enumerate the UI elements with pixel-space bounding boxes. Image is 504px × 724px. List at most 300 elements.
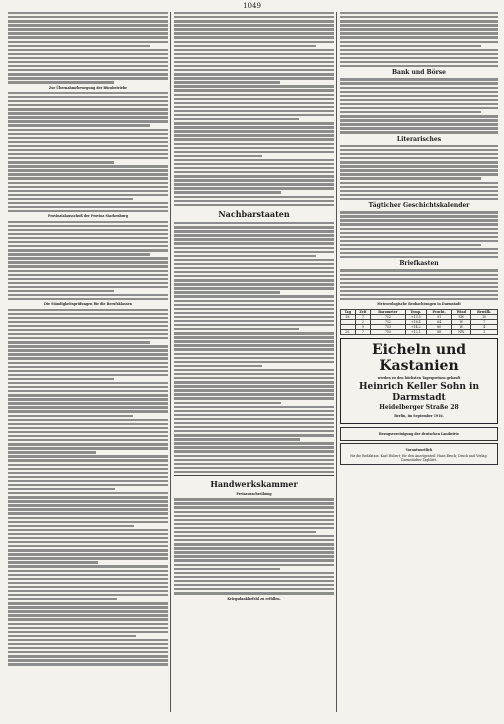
text-line: [174, 20, 334, 22]
text-line: [8, 570, 168, 572]
text-line: [340, 36, 498, 38]
text-line: [174, 287, 334, 289]
text-line: [8, 561, 98, 563]
text-line: [174, 584, 334, 586]
text-line: [8, 349, 168, 351]
text-line: [174, 77, 334, 79]
text-line: [340, 282, 498, 284]
text-line: [8, 329, 168, 331]
text-line: [174, 430, 334, 432]
text-line: [174, 130, 334, 132]
text-line: [8, 488, 115, 490]
text-line: [8, 225, 168, 227]
text-line: [8, 631, 168, 633]
text-line: [174, 94, 334, 96]
text-line: [8, 112, 168, 114]
text-line: [8, 129, 168, 131]
text-line: [8, 96, 168, 98]
text-line: [174, 381, 334, 383]
text-line: [8, 202, 168, 204]
text-line: [174, 263, 334, 265]
text-line: [340, 182, 498, 184]
text-line: [174, 426, 334, 428]
text-line: [8, 496, 168, 498]
text-line: [8, 270, 168, 272]
text-line: [174, 361, 334, 363]
text-line: [174, 191, 281, 193]
text-line: [8, 245, 168, 247]
text-line: [174, 155, 262, 157]
text-line: [174, 81, 280, 83]
text-line: [8, 278, 168, 280]
text-line: [340, 123, 498, 125]
text-line: [8, 378, 114, 380]
text-line: [174, 559, 334, 561]
text-line: [340, 127, 498, 129]
text-line: [174, 422, 334, 424]
text-line: [174, 271, 334, 273]
text-line: [174, 196, 334, 198]
text-line: [8, 137, 168, 139]
text-line: [8, 549, 168, 551]
text-line: [174, 171, 334, 173]
article-headline: Provinzialausschuß der Provinz Starkenburg: [47, 214, 129, 219]
text-line: [174, 340, 334, 342]
text-line: [174, 275, 334, 277]
text-line: [8, 472, 168, 474]
text-line: [8, 153, 168, 155]
text-line: [174, 159, 334, 161]
text-line: [174, 151, 334, 153]
text-line: [340, 115, 498, 117]
text-line: [8, 362, 168, 364]
advertisement: [340, 338, 498, 424]
text-line: [174, 147, 334, 149]
text-line: [8, 476, 168, 478]
table-cell: 4: [471, 324, 498, 329]
text-line: [8, 325, 168, 327]
text-line: [174, 12, 334, 14]
text-line: [174, 397, 334, 399]
text-line: [8, 655, 168, 657]
text-line: [8, 431, 168, 433]
text-line: [8, 663, 168, 665]
section-subheading: Preisausschreibung: [236, 492, 272, 497]
text-line: [8, 439, 168, 441]
text-line: [8, 541, 168, 543]
text-line: [8, 294, 168, 296]
text-line: [174, 41, 334, 43]
text-line: [174, 308, 334, 310]
text-line: [174, 523, 334, 525]
text-line: [8, 253, 150, 255]
text-line: [174, 592, 334, 594]
text-line: [340, 91, 498, 93]
text-line: [8, 313, 168, 315]
text-line: [340, 119, 498, 121]
article-body: [174, 222, 334, 473]
text-line: [8, 508, 168, 510]
text-line: [8, 586, 168, 588]
text-line: [8, 643, 168, 645]
text-line: [8, 468, 168, 470]
text-line: [8, 157, 168, 159]
text-line: [8, 598, 117, 600]
text-line: [174, 353, 334, 355]
text-line: [8, 651, 168, 653]
text-line: [174, 389, 334, 391]
ad-title: Bezugsvereinigung der deutschen Landwirte: [379, 431, 459, 436]
table-cell: +18,4: [405, 319, 426, 324]
ad-address: Heidelberger Straße 28: [379, 403, 459, 411]
text-line: [8, 406, 168, 408]
text-line: [174, 36, 334, 38]
text-line: [8, 464, 168, 466]
text-line: [8, 574, 168, 576]
text-line: [174, 455, 334, 457]
text-line: [174, 32, 334, 34]
text-line: [340, 20, 498, 22]
text-line: [8, 165, 168, 167]
text-line: [340, 82, 498, 84]
text-line: [8, 198, 133, 200]
text-line: [8, 49, 168, 51]
table-cell: 88: [426, 329, 451, 334]
text-line: [8, 618, 168, 620]
text-line: [8, 290, 114, 292]
text-line: [174, 175, 334, 177]
text-line: [174, 106, 334, 108]
text-line: [8, 177, 168, 179]
text-line: [340, 211, 498, 213]
table-cell: +12,1: [405, 329, 426, 334]
text-line: [174, 16, 334, 18]
text-line: [340, 228, 498, 230]
text-line: [8, 120, 168, 122]
text-line: [174, 89, 334, 91]
text-line: [174, 134, 334, 136]
text-line: [174, 406, 334, 408]
text-line: [174, 110, 334, 112]
table-cell: 3: [471, 329, 498, 334]
text-line: [340, 145, 498, 147]
text-line: [174, 357, 334, 359]
text-line: [340, 57, 498, 59]
text-line: [174, 183, 334, 185]
text-line: [174, 555, 334, 557]
text-line: [8, 500, 168, 502]
advertisement: [340, 427, 498, 441]
text-line: [8, 415, 133, 417]
article-body: [8, 309, 168, 666]
imprint-body: für die Redaktion: Karl Hubert; für den Anzeigenteil: Hans Brock; Druck und Verlag: Darmstädter Tagblatt.: [350, 453, 488, 462]
text-line: [174, 98, 334, 100]
text-line: [174, 467, 334, 469]
section-heading: Literarisches: [396, 135, 442, 143]
text-line: [8, 41, 168, 43]
text-line: [340, 99, 498, 101]
text-line: [174, 402, 281, 404]
text-line: [8, 410, 168, 412]
text-line: [174, 502, 334, 504]
text-line: [174, 238, 334, 240]
column-2: [174, 12, 334, 603]
text-line: [8, 635, 136, 637]
text-line: [8, 69, 168, 71]
ad-body: werden zu den höchsten Tagespreisen gekauft: [377, 375, 461, 380]
article-body: [8, 12, 168, 84]
text-line: [340, 103, 498, 105]
text-line: [174, 242, 334, 244]
text-line: [340, 248, 498, 250]
text-line: [340, 53, 498, 55]
text-line: [174, 393, 334, 395]
text-line: [8, 341, 150, 343]
text-line: [8, 517, 168, 519]
text-line: [174, 126, 334, 128]
text-line: [8, 194, 168, 196]
text-line: [340, 169, 498, 171]
text-line: [174, 57, 334, 59]
text-line: [174, 187, 334, 189]
text-line: [174, 234, 334, 236]
article-body: [174, 12, 334, 206]
text-line: [8, 145, 168, 147]
text-line: [8, 529, 168, 531]
table-cell: 755: [371, 329, 405, 334]
column-divider: [170, 12, 171, 712]
text-line: [8, 57, 168, 59]
text-line: [174, 85, 334, 87]
text-line: [174, 114, 334, 116]
text-line: [8, 261, 168, 263]
section-heading: Nachbarstaaten: [218, 209, 290, 220]
text-line: [340, 153, 498, 155]
text-line: [340, 95, 498, 97]
text-line: [174, 377, 334, 379]
table-cell: +13,5: [405, 314, 426, 319]
text-line: [174, 255, 316, 257]
text-line: [8, 533, 168, 535]
text-line: [8, 443, 168, 445]
text-line: [340, 24, 498, 26]
text-line: [174, 463, 334, 465]
text-line: [8, 366, 168, 368]
article-body: [8, 221, 168, 301]
text-line: [174, 450, 334, 452]
text-line: [174, 247, 334, 249]
text-line: [8, 357, 168, 359]
text-line: [340, 236, 498, 238]
text-line: [174, 279, 334, 281]
text-line: [174, 498, 334, 500]
text-line: [8, 345, 168, 347]
text-line: [340, 286, 498, 288]
text-line: [8, 206, 168, 208]
text-line: [8, 190, 168, 192]
ad-firm: Heinrich Keller Sohn in Darmstadt: [359, 381, 479, 403]
text-line: [8, 398, 168, 400]
text-line: [174, 519, 334, 521]
text-line: [8, 45, 150, 47]
table-cell: +14,2: [405, 324, 426, 329]
text-line: [8, 282, 168, 284]
text-line: [8, 317, 168, 319]
weather-heading: Meteorologische Beobachtungen in Darmstadt: [377, 302, 461, 307]
text-line: [340, 240, 498, 242]
text-line: [8, 141, 168, 143]
table-header: Zeit: [355, 309, 371, 314]
text-line: [340, 177, 481, 179]
text-line: [8, 333, 168, 335]
text-line: [8, 182, 168, 184]
text-line: [340, 131, 498, 133]
text-line: [174, 539, 334, 541]
text-line: [8, 32, 168, 34]
text-line: [8, 525, 134, 527]
text-line: [174, 385, 334, 387]
table-header: Barometer: [371, 309, 405, 314]
text-line: [174, 295, 334, 297]
text-line: [8, 390, 168, 392]
text-line: [8, 623, 168, 625]
text-line: [174, 316, 334, 318]
table-header: Wind: [452, 309, 471, 314]
text-line: [8, 16, 168, 18]
text-line: [340, 149, 498, 151]
text-line: [174, 179, 334, 181]
text-line: [174, 102, 334, 104]
text-line: [174, 438, 300, 440]
article-body: [340, 12, 498, 67]
text-line: [174, 506, 334, 508]
table-cell: 80: [426, 324, 451, 329]
text-line: [8, 594, 168, 596]
text-line: [8, 65, 168, 67]
weather-table: [340, 309, 498, 335]
text-line: [8, 447, 168, 449]
page-number: 1049: [243, 2, 261, 10]
text-line: [174, 291, 280, 293]
table-cell: 9: [355, 324, 371, 329]
section-heading: Tägticher Geschichtskalender: [368, 202, 470, 210]
article-headline: Die Ständigkeitsprüfungen für die Berufsklassen: [44, 302, 132, 307]
text-line: [174, 324, 334, 326]
text-line: [340, 165, 498, 167]
text-line: [8, 249, 168, 251]
text-line: [8, 241, 168, 243]
table-header: Bewölk.: [471, 309, 498, 314]
text-line: [340, 12, 498, 14]
table-header: Tag: [341, 309, 356, 314]
article-body: [174, 498, 334, 594]
text-line: [174, 551, 334, 553]
table-cell: 7: [355, 329, 371, 334]
text-line: [8, 455, 168, 457]
text-line: [8, 104, 168, 106]
text-line: [340, 173, 498, 175]
text-line: [340, 290, 498, 292]
text-line: [174, 535, 334, 537]
text-line: [8, 545, 168, 547]
text-line: [174, 588, 334, 590]
divider: [174, 475, 334, 476]
text-line: [340, 194, 498, 196]
text-line: [340, 198, 498, 200]
text-line: [174, 515, 334, 517]
text-line: [8, 459, 168, 461]
text-line: [340, 111, 481, 113]
text-line: [8, 394, 168, 396]
table-cell: 64: [426, 319, 451, 324]
text-line: [340, 190, 498, 192]
text-line: [8, 100, 168, 102]
text-line: [174, 547, 334, 549]
text-line: [340, 274, 498, 276]
table-row: [341, 329, 498, 334]
text-line: [8, 186, 168, 188]
text-line: [340, 223, 498, 225]
text-line: [174, 344, 334, 346]
text-line: [8, 149, 168, 151]
text-line: [8, 116, 168, 118]
text-line: [174, 143, 334, 145]
table-cell: 753: [371, 324, 405, 329]
text-line: [174, 471, 334, 473]
text-line: [8, 419, 168, 421]
article-body: [340, 78, 498, 133]
text-line: [340, 45, 481, 47]
text-line: [340, 298, 498, 300]
text-line: [8, 582, 168, 584]
table-cell: 10: [471, 314, 498, 319]
text-line: [174, 348, 334, 350]
text-line: [174, 312, 334, 314]
text-line: [174, 580, 334, 582]
text-line: [8, 286, 168, 288]
text-line: [8, 265, 168, 267]
text-line: [8, 512, 168, 514]
text-line: [340, 41, 498, 43]
text-line: [174, 414, 334, 416]
text-line: [8, 337, 168, 339]
text-line: [340, 157, 498, 159]
text-line: [174, 222, 334, 224]
text-line: [340, 16, 498, 18]
text-line: [8, 370, 168, 372]
section-heading: Bank und Börse: [391, 69, 446, 77]
table-header: Feucht.: [426, 309, 451, 314]
text-line: [8, 257, 168, 259]
text-line: [174, 418, 334, 420]
text-line: [8, 133, 168, 135]
text-line: [174, 442, 334, 444]
text-line: [8, 24, 168, 26]
text-line: [174, 511, 334, 513]
text-line: [8, 237, 168, 239]
section-heading: Handwerkskammer: [210, 479, 298, 490]
text-line: [8, 435, 168, 437]
imprint-box: [340, 443, 498, 465]
text-line: [174, 373, 334, 375]
text-line: [8, 492, 168, 494]
column-divider: [336, 12, 337, 712]
text-line: [8, 173, 168, 175]
text-line: [174, 49, 334, 51]
text-line: [8, 537, 168, 539]
table-cell: 7: [355, 314, 371, 319]
text-line: [8, 309, 168, 311]
